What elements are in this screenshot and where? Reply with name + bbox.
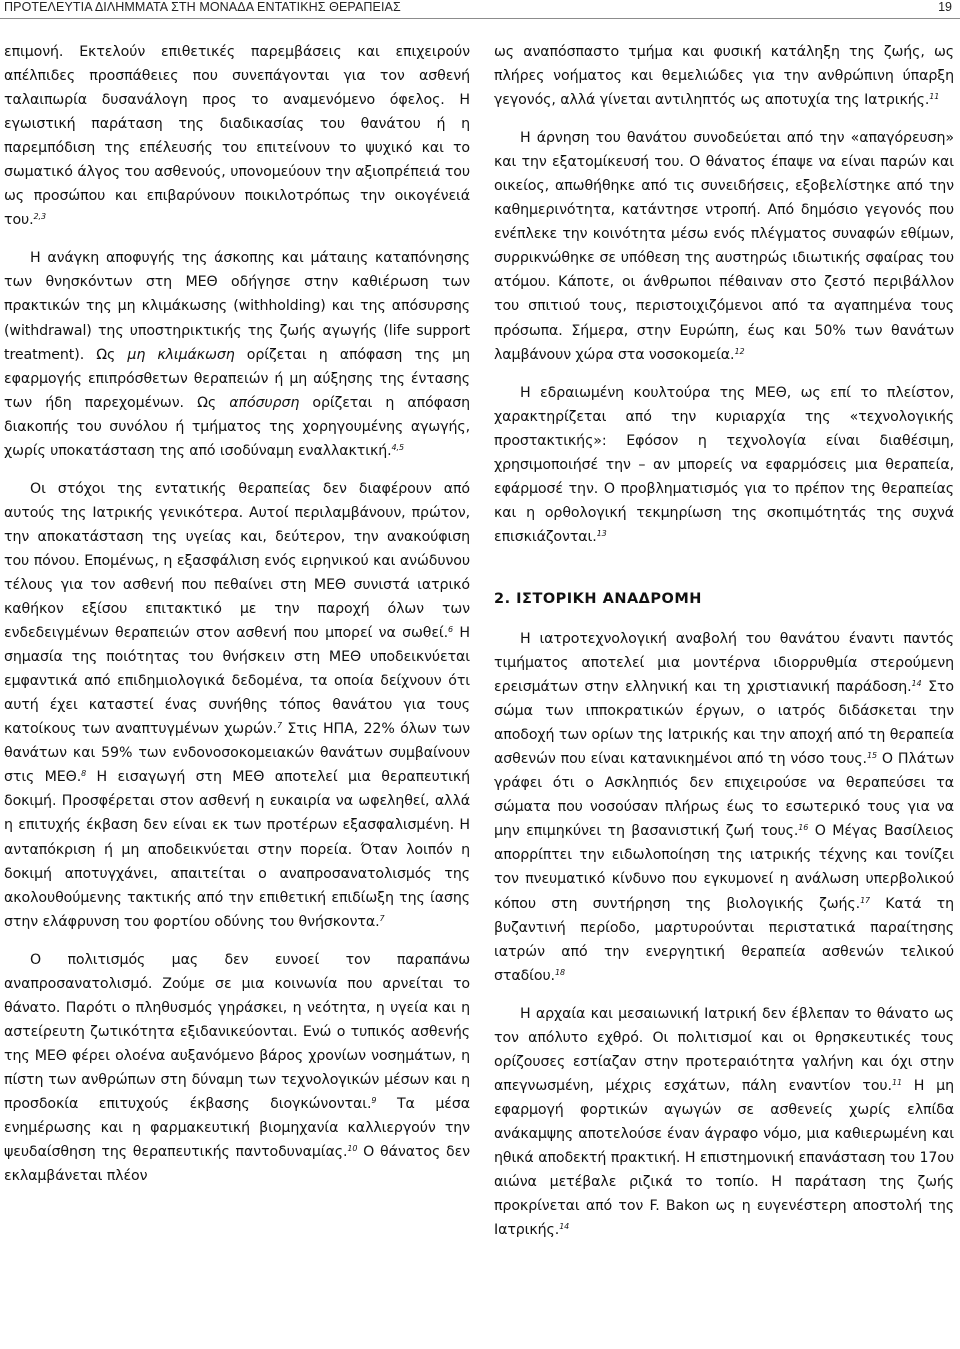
running-title: ΠΡΟΤΕΛΕΥΤΙΑ ΔΙΛΗΜΜΑΤΑ ΣΤΗ ΜΟΝΑΔΑ ΕΝΤΑΤΙΚΗΣ ΘΕΡΑΠΕΙΑΣ (4, 0, 401, 14)
citation: 2,3 (33, 212, 46, 222)
citation: 14 (559, 1222, 570, 1232)
citation: 15 (866, 751, 877, 761)
citation: 17 (860, 895, 871, 905)
citation: 11 (929, 92, 940, 102)
paragraph: επιμονή. Εκτελούν επιθετικές παρεμβάσεις και επιχειρούν απέλπιδες προσπάθειες που συνεπάγονται για τον ασθενή ταλαιπωρία δυσανάλογη προς το αναμενόμενο όφελος. Η εγωιστική παράταση της διαδικασίας του θανάτου ή η παρεμπόδιση της επέλευσής του επιτείνουν το ψυχικό και το σωματικό άλγος του ασθενούς, υπονομεύουν την αξιοπρέπειά του ως προσώπου και επιβαρύνουν ποικιλοτρόπως την οικογένειά του.$^{2,3}$ (4, 44, 470, 229)
paragraph: Η εδραιωμένη κουλτούρα της ΜΕΘ, ως επί το πλείστον, χαρακτηρίζεται από την κυριαρχία της «τεχνολογικής προστακτικής»: Εφόσον η τεχνολογία είναι διαθέσιμη, χρησιμοποιήσέ την – αν μπορείς να εφαρμόσεις μια θεραπεία, εφάρμοσέ την. Ο προβληματισμός για το πρέπον της θεραπείας και η ορθολογική τεκμηρίωση της σκοπιμότητάς της συχνά επισκιάζονται.$^{13}$ (494, 384, 954, 545)
citation: 6 (448, 625, 454, 635)
left-column (4, 40, 470, 1188)
citation: 12 (734, 346, 745, 356)
page-number: 19 (938, 0, 952, 14)
citation: 14 (911, 679, 922, 689)
running-header (0, 0, 960, 19)
citation: 11 (891, 1077, 902, 1087)
citation: 13 (596, 528, 607, 538)
citation: 4,5 (391, 442, 404, 452)
section-heading: 2. ΙΣΤΟΡΙΚΗ ΑΝΑΔΡΟΜΗ (494, 590, 702, 607)
citation: 7 (276, 721, 282, 731)
paragraph: Η ανάγκη αποφυγής της άσκοπης και μάταιης καταπόνησης των θνησκόντων στη ΜΕΘ οδήγησε στην καθιέρωση των πρακτικών της μη κλιμάκωσης (withholding) και της απόσυρσης (withdrawal) της υποστηρικτικής της ζωής αγωγής (life support treatment). Ως μη κλιμάκωση ορίζεται η απόφαση της μη εφαρμογής επιπρόσθετων θεραπειών ή μη αύξησης της έντασης των ήδη παρεχομένων. Ως απόσυρση ορίζεται η απόφαση διακοπής του συνόλου ή τμήματος της χορηγουμένης αγωγής, χωρίς υποκατάσταση της από ισοδύναμη εναλλακτική.$^{4,5}$ (4, 250, 470, 459)
citation: 9 (371, 1095, 377, 1105)
citation: 18 (554, 967, 565, 977)
paragraph: Η αρχαία και μεσαιωνική Ιατρική δεν έβλεπαν το θάνατο ως τον απόλυτο εχθρό. Οι πολιτισμοί και οι θρησκευτικές τους ορίζουσες εστίαζαν στην προτεραιότητα γαλήνη και όχι στην απεγνωσμένη, μέχρις εσχάτων, πάλη εναντίον του.$^{11}$ Η μη εφαρμογή φορτικών αγωγών σε ασθενείς χωρίς ελπίδα ανάκαμψης αποτελούσε έναν άγραφο νόμο, μια καθιερωμένη και ηθικά αποδεκτή πρακτική. Η επιστημονική επανάσταση του 17ου αιώνα μετέβαλε ριζικά το τοπίο. Η παράταση της ζωής προκρίνεται από τον F. Bakon ως η ευγενέστερη αποστολή της Ιατρικής.$^{14}$ (494, 1005, 954, 1239)
term-withholding: μη κλιμάκωση (127, 346, 235, 363)
paragraph: Οι στόχοι της εντατικής θεραπείας δεν διαφέρουν από αυτούς της Ιατρικής γενικότερα. Αυτοί περιλαμβάνουν, πρώτον, την αποκατάσταση της υγείας και, δεύτερον, την ανακούφιση του πόνου. Επομένως, η εξασφάλιση ενός ειρηνικού και ανώδυνου τέλους για τον ασθενή που πεθαίνει στη ΜΕΘ συνιστά ιατρικό καθήκον εξίσου επιτακτικό με την παροχή όλων των ενδεδειγμένων θεραπειών στον ασθενή που μπορεί να σωθεί.$^6$ Η σημασία της ποιότητας του θνήσκειν στη ΜΕΘ υποδεικνύεται εμφαντικά από επιδημιολογικά δεδομένα, τα οποία δείχνουν ότι αυτή έχει καταστεί ένας συνήθης τόπος θανάτου για τους κατοίκους των αναπτυγμένων χωρών.$^7$ Στις ΗΠΑ, 22% όλων των θανάτων και 59% των ενδονοσοκομειακών θανάτων συμβαίνουν στις ΜΕΘ.$^8$ Η εισαγωγή στη ΜΕΘ αποτελεί μια θεραπευτική δοκιμή. Προσφέρεται στον ασθενή η ευκαιρία να ωφεληθεί, αλλά η επιτυχής έκβαση δεν είναι εκ των προτέρων εξασφαλισμένη. Η ανταπόκριση ή μη αποδεικνύεται στην πορεία. Όταν λοιπόν η δοκιμή αποτυγχάνει, απαιτείται ο αναπροσανατολισμός της ακολουθούμενης τακτικής από την επιθετική επιδίωξη της ίασης στην ελάφρυνση του φορτίου οδύνης του θνήσκοντα.$^7$ (4, 480, 470, 930)
paragraph: Η ιατροτεχνολογική αναβολή του θανάτου έναντι παντός τιμήματος αποτελεί μια μοντέρνα ιδιορρυθμία στερούμενη ερεισμάτων στην ελληνική και τη χριστιανική παράδοση.$^{14}$ Στο σώμα των ιπποκρατικών έργων, ο ιατρός διδάσκεται την αποδοχή των ορίων της Ιατρικής και την αποχή από τη θεραπεία ασθενών που είναι κατανικημένοι από τη νόσο τους.$^{15}$ Ο Πλάτων γράφει ότι ο Ασκληπιός δεν επιχειρούσε να θεραπεύσει τα σώματα που νοσούσαν πλήρως έως το εσωτερικό τους για να μην επιμηκύνει τη βασανιστική ζωή τους.$^{16}$ Ο Μέγας Βασίλειος απορρίπτει την ειδωλοποίηση της ιατρικής τέχνης και τονίζει τον πνευματικό κίνδυνο που εγκυμονεί η ανάλωση υπερβολικού κόπου στη συντήρηση της βιολογικής ζωής.$^{17}$ Κατά τη βυζαντινή περίοδο, μαρτυρούνται περιστατικά παραίτησης ιατρών από την ενεργητική θεραπεία ασθενών τελικού σταδίου.$^{18}$ (494, 630, 954, 984)
right-column (494, 40, 954, 1242)
citation: 10 (347, 1144, 358, 1154)
paragraph: ως αναπόσπαστο τμήμα και φυσική κατάληξη της ζωής, ως πλήρες νοήματος και θεμελιώδες για την ανθρώπινη ύπαρξη γεγονός, αλλά γίνεται αντιληπτός ως αποτυχία της Ιατρικής.$^{11}$ (494, 44, 954, 109)
term-withdrawal: απόσυρση (229, 394, 300, 411)
citation: 8 (81, 769, 87, 779)
citation: 7 (379, 913, 385, 923)
paragraph: Ο πολιτισμός μας δεν ευνοεί τον παραπάνω αναπροσανατολισμό. Ζούμε σε μια κοινωνία που αρνείται το θάνατο. Παρότι ο πληθυσμός γηράσκει, η νεότητα, η υγεία και η αστείρευτη ζωτικότητα εξιδανικεύονται. Ενώ ο τυπικός ασθενής της ΜΕΘ φέρει ολοένα αυξανόμενο βάρος χρονίων νοσημάτων, η πίστη των ανθρώπων στη δύναμη των τεχνολογικών μέσων και η προσδοκία επιτυχούς έκβασης διογκώνονται.$^9$ Τα μέσα ενημέρωσης και η φαρμακευτική βιομηχανία καλλιεργούν την ψευδαίσθηση της θεραπευτικής παντοδυναμίας.$^{10}$ Ο θάνατος δεν εκλαμβάνεται πλέον (4, 951, 470, 1185)
paragraph: Η άρνηση του θανάτου συνοδεύεται από την «απαγόρευση» και την εξατομίκευσή του. Ο θάνατος έπαψε να είναι παρών και οικείος, απωθήθηκε από τις συνειδήσεις, εξοβελίστηκε από την καθημερινότητα, κατάντησε ντροπή. Από δημόσιο γεγονός που ενέπλεκε την κοινότητα μέσω ενός πλέγματος συναφών εθίμων, συρρικνώθηκε σε υπόθεση της αυστηρώς ιδιωτικής σφαίρας του ατόμου. Κάποτε, οι άνθρωποι πέθαιναν στο ζεστό περιβάλλον του σπιτιού τους, περιστοιχιζόμενοι από τα αγαπημένα τους πρόσωπα. Σήμερα, στην Ευρώπη, έως και 50% των θανάτων λαμβάνουν χώρα στα νοσοκομεία.$^{12}$ (494, 130, 954, 363)
citation: 16 (798, 823, 809, 833)
